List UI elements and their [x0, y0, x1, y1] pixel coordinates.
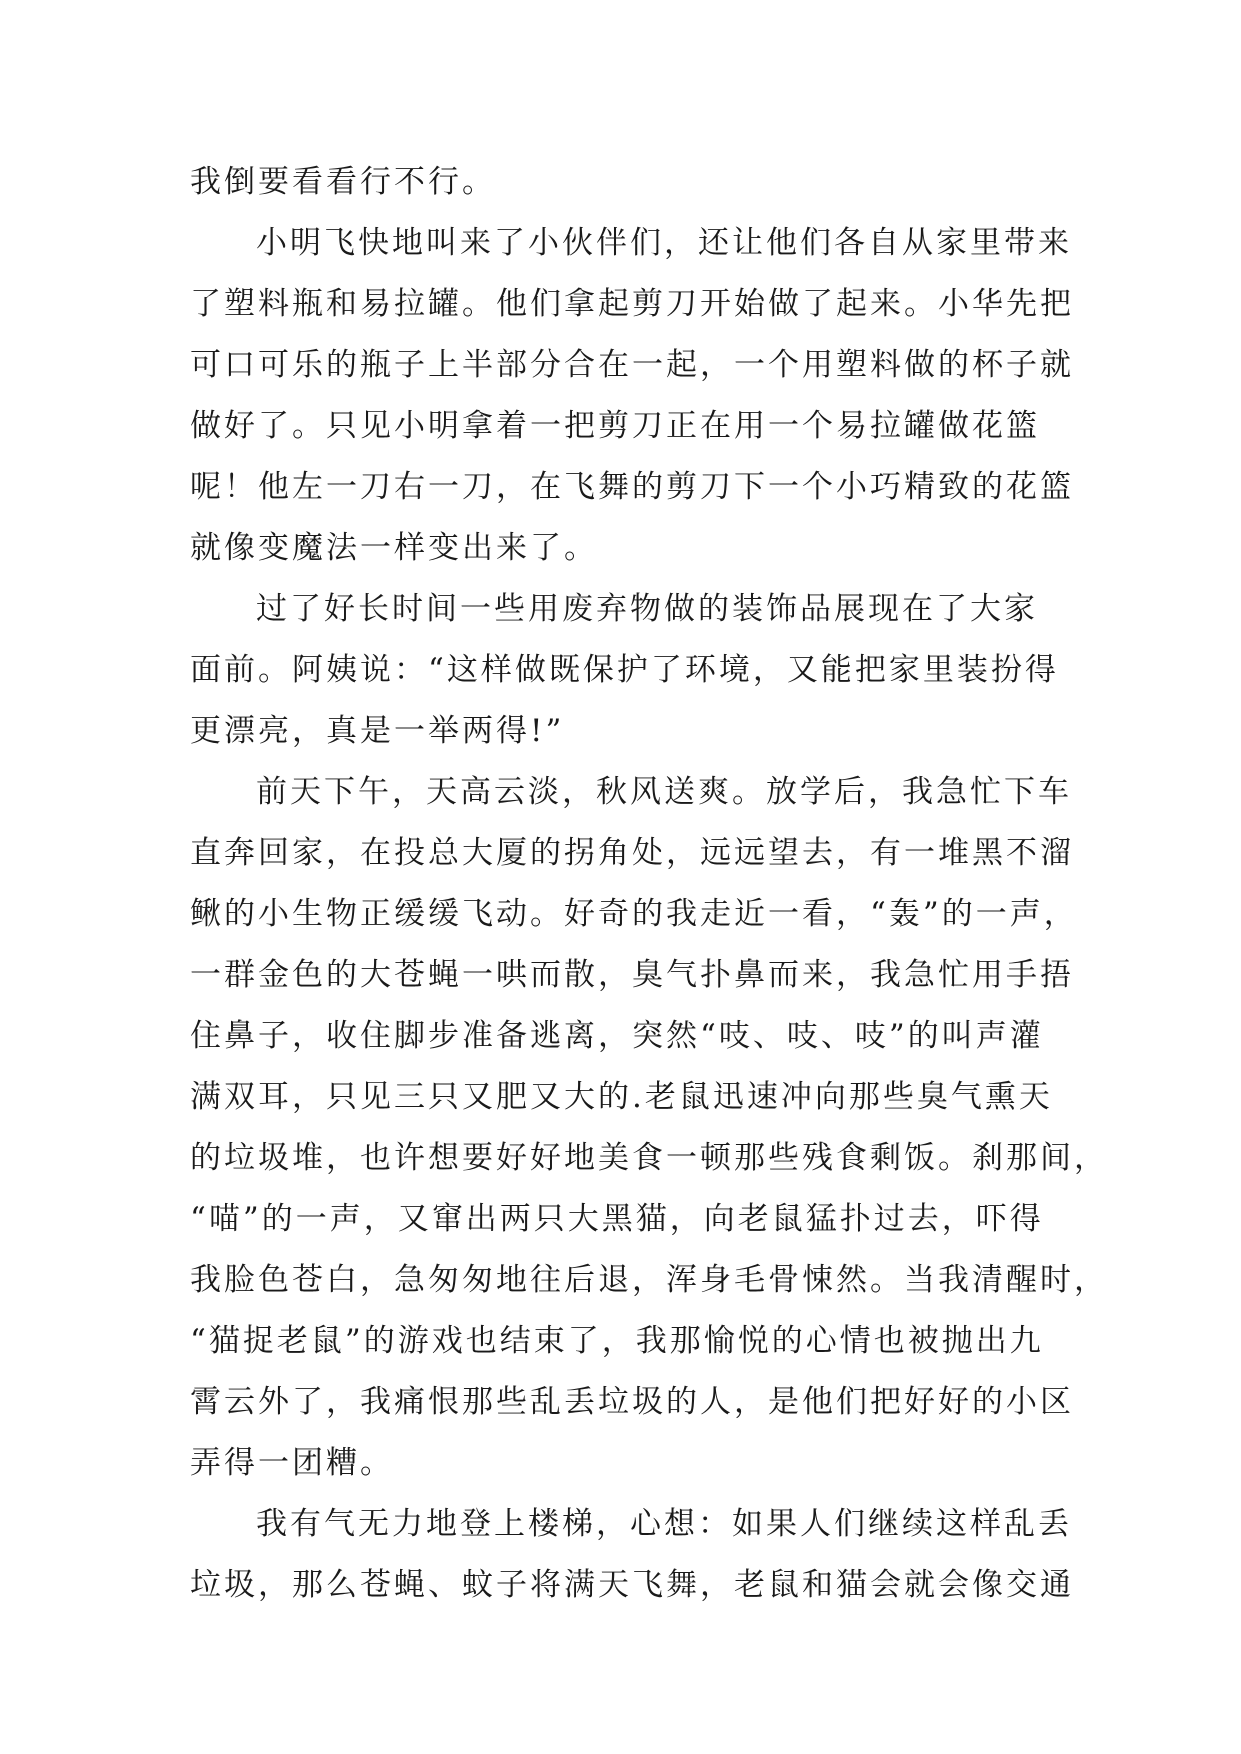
text-line: 我有气无力地登上楼梯，心想：如果人们继续这样乱丢	[256, 1506, 1072, 1542]
text-line: 弄得一团糟。	[190, 1445, 394, 1481]
text-line: 面前。阿姨说：“这样做既保护了环境，又能把家里装扮得	[190, 652, 1059, 688]
text-line: 的垃圾堆，也许想要好好地美食一顿那些残食剩饭。刹那间，	[190, 1140, 1108, 1176]
text-line: 前天下午，天高云淡，秋风送爽。放学后，我急忙下车	[256, 774, 1072, 810]
text-line: 过了好长时间一些用废弃物做的装饰品展现在了大家	[256, 591, 1038, 627]
text-line: 小明飞快地叫来了小伙伴们，还让他们各自从家里带来	[256, 225, 1072, 261]
text-line: 就像变魔法一样变出来了。	[190, 530, 598, 566]
text-line: 鳅的小生物正缓缓飞动。好奇的我走近一看，“轰”的一声，	[190, 896, 1078, 932]
text-line: “猫捉老鼠”的游戏也结束了，我那愉悦的心情也被抛出九	[190, 1323, 1044, 1359]
text-line: 我倒要看看行不行。	[190, 164, 496, 200]
text-line: “喵”的一声，又窜出两只大黑猫，向老鼠猛扑过去，吓得	[190, 1201, 1044, 1237]
text-line: 了塑料瓶和易拉罐。他们拿起剪刀开始做了起来。小华先把	[190, 286, 1074, 322]
text-line: 满双耳，只见三只又肥又大的.老鼠迅速冲向那些臭气熏天	[190, 1079, 1053, 1115]
text-line: 直奔回家，在投总大厦的拐角处，远远望去，有一堆黑不溜	[190, 835, 1074, 871]
body-text	[190, 152, 1108, 1616]
text-line: 住鼻子，收住脚步准备逃离，突然“吱、吱、吱”的叫声灌	[190, 1018, 1044, 1054]
text-line: 更漂亮，真是一举两得!”	[190, 713, 565, 749]
text-line: 呢！他左一刀右一刀，在飞舞的剪刀下一个小巧精致的花篮	[190, 469, 1074, 505]
text-line: 一群金色的大苍蝇一哄而散，臭气扑鼻而来，我急忙用手捂	[190, 957, 1074, 993]
text-line: 可口可乐的瓶子上半部分合在一起，一个用塑料做的杯子就	[190, 347, 1074, 383]
text-line: 霄云外了，我痛恨那些乱丢垃圾的人，是他们把好好的小区	[190, 1384, 1074, 1420]
text-line: 我脸色苍白，急匆匆地往后退，浑身毛骨悚然。当我清醒时，	[190, 1262, 1108, 1298]
text-line: 垃圾，那么苍蝇、蚊子将满天飞舞，老鼠和猫会就会像交通	[190, 1567, 1074, 1603]
text-line: 做好了。只见小明拿着一把剪刀正在用一个易拉罐做花篮	[190, 408, 1040, 444]
